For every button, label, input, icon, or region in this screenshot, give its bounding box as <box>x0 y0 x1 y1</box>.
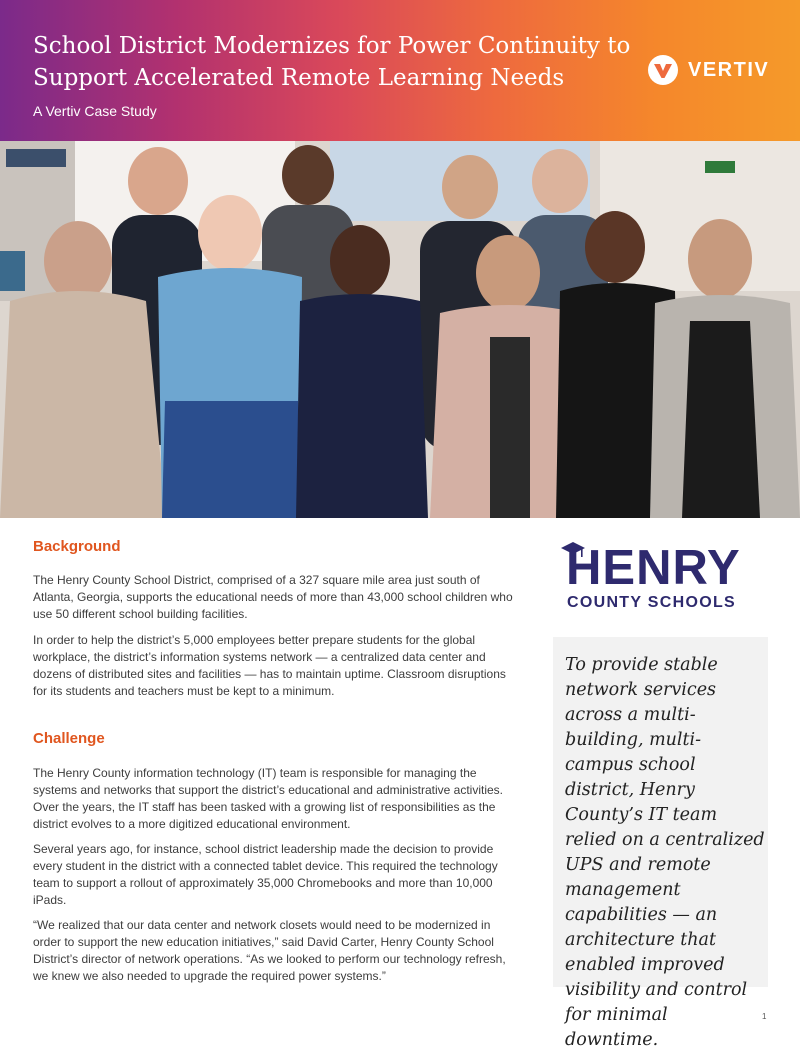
page-number: 1 <box>762 1012 767 1021</box>
group-photo <box>0 141 800 518</box>
logo-henry-text: HENRY <box>566 541 741 595</box>
document-title: School District Modernizes for Power Continuity to Support Accelerated Remote Learning Needs <box>33 33 631 91</box>
vertiv-logo <box>647 54 769 86</box>
logo-county-schools-text: COUNTY SCHOOLS <box>567 594 737 611</box>
section-heading-challenge: Challenge <box>33 730 105 747</box>
henry-county-schools-logo <box>558 540 768 615</box>
challenge-paragraph-1: The Henry County information technology (IT) team is responsible for managing the systems and networks that support the district’s educational and administrative activities. Over the years, the IT staff has been tasked with a growing list of responsibilities as the district evolves to a more digitized educational environment. <box>33 766 504 831</box>
pull-quote-text: To provide stable network services across a multi-building, multi-campus school district, Henry County’s IT team relied on a centralized UPS and remote management capabilities — an architecture that enabled improved visibility and control for minimal downtime. <box>565 655 765 1050</box>
header-banner <box>0 0 800 141</box>
vertiv-wordmark: VERTIV <box>688 58 770 81</box>
pull-quote-box <box>553 637 768 1050</box>
background-paragraph-1: The Henry County School District, comprised of a 327 square mile area just south of Atlanta, Georgia, supports the educational needs of more than 43,000 school children who use 50 different school building facilities. <box>33 573 513 621</box>
background-paragraph-2: In order to help the district’s 5,000 employees better prepare students for the global workplace, the district’s information systems network — a centralized data center and dozens of distributed sites and facilities — has to maintain uptime. Classroom disruptions for its students and teachers must be kept to a minimum. <box>33 633 506 698</box>
vertiv-mark-icon <box>647 54 679 86</box>
challenge-paragraph-2: Several years ago, for instance, school district leadership made the decision to provide every student in the district with a connected tablet device. This required the technology team to support a rollout of approximately 35,000 Chromebooks and more than 10,000 iPads. <box>33 842 498 907</box>
section-heading-background: Background <box>33 538 121 555</box>
group-photo-icon <box>0 141 800 518</box>
document-subtitle: A Vertiv Case Study <box>33 103 157 119</box>
challenge-paragraph-3: “We realized that our data center and network closets would need to be modernized in order to support the new education initiatives,” said David Carter, Henry County School District’s director of network operations. “As we looked to perform our technology refresh, we knew we also needed to upgrade the required power systems.” <box>33 918 506 983</box>
